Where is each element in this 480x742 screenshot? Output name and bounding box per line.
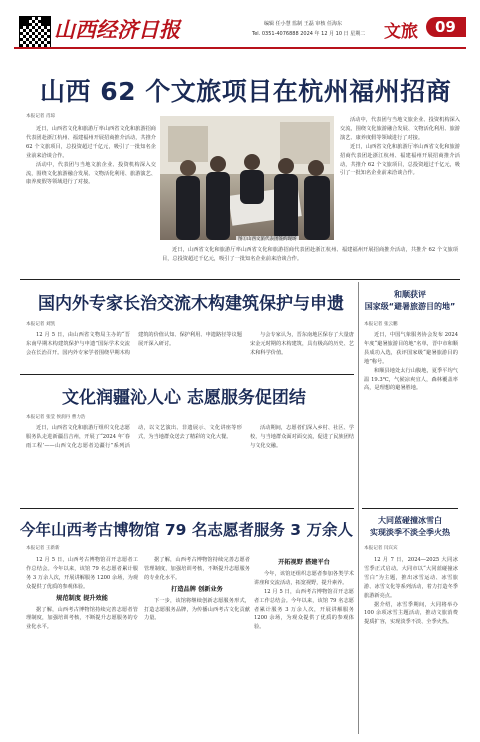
paragraph: 下一步，该馆将继续创新志愿服务形式，打造志愿服务品牌，为传播山西考古文化贡献力量。 xyxy=(144,597,250,622)
paragraph: 近日，山西省文化和旅游厅率山西省文化和旅游招商代表团赴浙江杭州、福建福州开展招商推介活动，共推介 62 个文旅项目，总投资超过千亿元，吸引了一批知名企业前来洽谈合作。 xyxy=(162,247,458,262)
paragraph: 近日，中国气象服务协会发布 2024 年度“避暑旅游目的地”名单，晋中市和顺县成功入选，获评国家级“避暑旅游目的地”称号。 xyxy=(364,332,458,365)
section-title: 文旅 xyxy=(384,22,418,42)
article4-byline: 本报记者 王新新 xyxy=(26,546,60,551)
paragraph: 据了解，山西考古博物馆持续完善志愿者管理制度，加强培训考核，不断提升志愿服务的专业化水平。 xyxy=(144,557,250,581)
paragraph: 与会专家认为，晋东南地区保存了大量唐宋金元时期的木构建筑，具有极高的历史、艺术和科学价值。 xyxy=(250,332,354,356)
paragraph: 近日，山西省文化和旅游厅组织文化志愿服务队走进新疆昌吉州，开展了“2024 年‘春雨工程’——山西文化志愿者边疆行”系列活动，以文艺演出、非遗展示、文化讲座等形式，为当地群众送去了精彩的文化大餐。 xyxy=(26,425,242,449)
article4-col1 xyxy=(26,556,138,732)
qr-code xyxy=(19,16,51,48)
article6-headline: 大同蓝碰撞冰雪白 实现淡季不淡全季火热 xyxy=(370,516,450,537)
article5-body xyxy=(364,331,458,507)
masthead-rule xyxy=(14,47,466,49)
article1-body-under-photo xyxy=(162,246,458,270)
divider xyxy=(20,374,354,375)
subheading: 开拓视野 搭建平台 xyxy=(278,559,330,566)
column-divider xyxy=(358,282,359,734)
article2-body xyxy=(26,331,354,369)
paragraph: 活动中，代表团与当地文旅企业、投资机构深入交流，围绕文化旅游融合发展、文物活化利用、旅游演艺、康养度假等领域进行了对接。 xyxy=(340,117,460,141)
article1-body-col3 xyxy=(340,116,460,221)
article1-photo-caption: 图①山西文旅代表团签约现场 xyxy=(238,237,297,242)
paragraph: 近日，山西省文化和旅游厅率山西省文化和旅游招商代表团赴浙江杭州、福建福州开展招商推介活动，共推介 62 个文旅项目，总投资超过千亿元，吸引了一批知名企业前来洽谈合作。 xyxy=(26,126,156,159)
masthead-meta-2: Tel. 0351-4076888 2024 年 12 月 10 日 星期二 xyxy=(252,31,366,37)
paragraph: 据了解，山西考古博物馆持续完善志愿者管理制度，加强培训考核，不断提升志愿服务的专业化水平。 xyxy=(26,606,138,631)
paragraph: 活动期间，志愿者们深入乡村、社区、学校，与当地群众面对面交流，促进了民族团结与文化交融。 xyxy=(250,425,354,449)
divider xyxy=(20,508,354,509)
paragraph: 12 月 5 日，由山西省文物局主办的“晋东南早期木构建筑保护与申遗”国际学术交流会在长治召开。国内外专家学者围绕早期木构建筑的价值认知、保护利用、申遗路径等议题展开深入研讨。 xyxy=(26,332,242,356)
subheading: 打造品牌 创新业务 xyxy=(171,585,223,593)
page-number: 09 xyxy=(435,18,456,36)
article1-photo xyxy=(160,116,334,240)
paragraph: 和顺县地处太行山腹地，夏季平均气温 19.3℃，气候凉爽宜人，森林覆盖率高，是理想的避暑胜地。 xyxy=(364,367,458,392)
article5-byline: 本报记者 张云鹏 xyxy=(364,322,398,327)
article5-headline: 和顺获评 国家级“避暑旅游目的地” xyxy=(364,290,456,311)
masthead-logo: 山西经济日报 xyxy=(54,17,180,42)
article2-headline: 国内外专家长治交流木构建筑保护与申遗 xyxy=(38,294,344,314)
article6-body xyxy=(364,556,458,732)
paragraph: 据介绍，冰雪季期间，大同将举办 100 余项冰雪主题活动，推动文旅消费提质扩容，实现淡季不淡、全季火热。 xyxy=(364,601,458,626)
article3-byline: 本报记者 张莹 侯润丹 曹力浩 xyxy=(26,415,86,420)
paragraph: 12 月 7 日，2024—2025 大同冰雪季正式启动。大同市以“大同蓝碰撞冰雪白”为主题，推出冰雪运动、冰雪旅游、冰雪文化等系列活动，着力打造冬季旅游新亮点。 xyxy=(364,557,458,599)
paragraph: 12 月 5 日，山西考古博物馆召开志愿者工作总结会。今年以来，该馆 79 名志愿者累计服务 3 万余人次，开展讲解服务 1200 余场，为观众提供了优质的参观体验。 xyxy=(254,588,354,631)
meeting-photo-illustration xyxy=(160,116,334,240)
divider xyxy=(20,279,460,280)
article2-byline: 本报记者 刘凯 xyxy=(26,322,56,327)
masthead-meta-1: 编辑 任小慧 监制 王磊 审核 任海东 xyxy=(264,21,342,27)
article1-headline: 山西 62 个文旅项目在杭州福州招商 xyxy=(40,77,452,106)
paragraph: 12 月 5 日，山西考古博物馆召开志愿者工作总结会。今年以来，该馆 79 名志愿者累计服务 3 万余人次，开展讲解服务 1200 余场，为观众提供了优质的参观体验。 xyxy=(26,557,138,590)
article4-col2 xyxy=(144,556,250,732)
article3-headline: 文化润疆沁人心 志愿服务促团结 xyxy=(62,388,306,408)
paragraph: 今年，该馆还组织志愿者参加各类学术讲座和交流活动，拓宽视野，提升素养。 xyxy=(254,570,354,586)
article3-body xyxy=(26,424,354,472)
divider xyxy=(362,508,458,509)
article6-byline: 本报记者 闫宾宾 xyxy=(364,546,398,551)
article4-col3 xyxy=(254,556,354,732)
paragraph: 活动中，代表团与当地文旅企业、投资机构深入交流，围绕文化旅游融合发展、文物活化利用、旅游演艺、康养度假等领域进行了对接。 xyxy=(26,161,156,186)
paragraph: 近日，山西省文化和旅游厅率山西省文化和旅游招商代表团赴浙江杭州、福建福州开展招商推介活动，共推介 62 个文旅项目，总投资超过千亿元，吸引了一批知名企业前来洽谈合作。 xyxy=(340,143,460,177)
article1-body xyxy=(26,125,156,270)
article1-byline: 本报记者 肖琼 xyxy=(26,114,56,119)
subheading: 规范制度 提升效能 xyxy=(56,594,108,602)
article4-headline: 今年山西考古博物馆 79 名志愿者服务 3 万余人 xyxy=(20,521,353,539)
